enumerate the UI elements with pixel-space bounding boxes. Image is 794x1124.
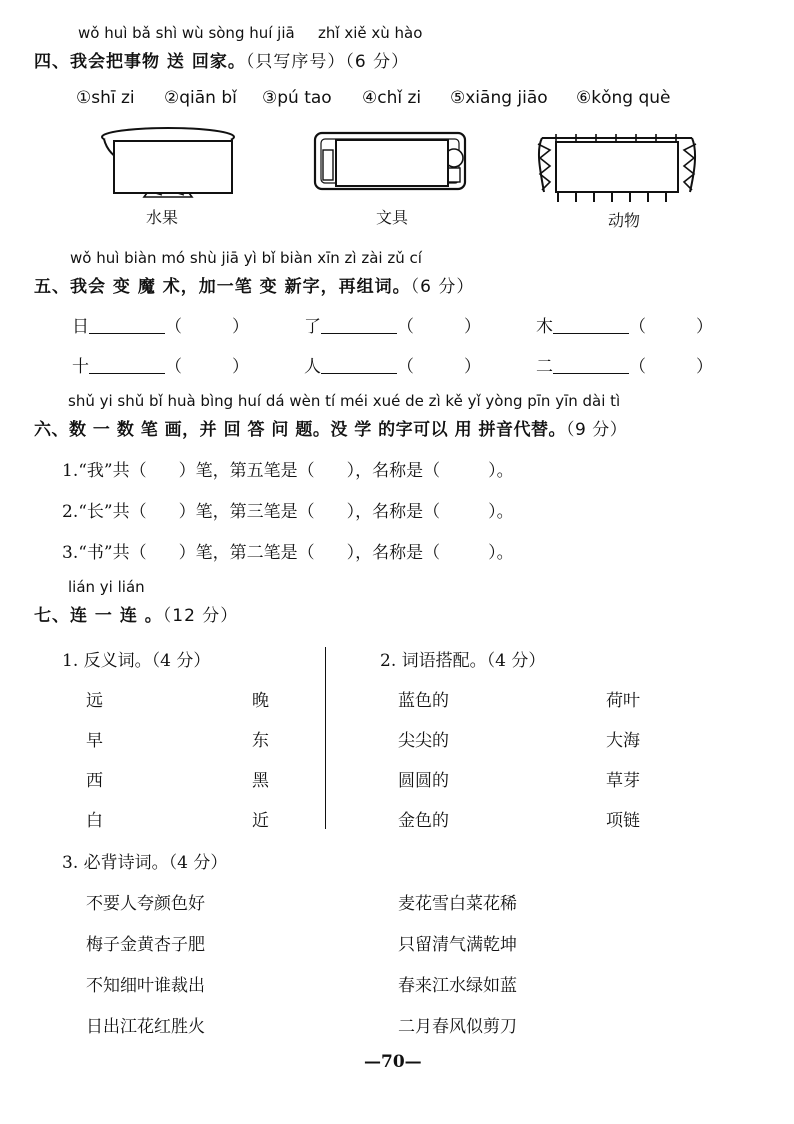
collocation-right[interactable]: 项链 (606, 811, 640, 831)
section4-heading (34, 47, 409, 72)
section7-title: 七、连 一 连 。 (34, 606, 163, 626)
section5-char: 十 (72, 357, 89, 377)
antonym-left[interactable]: 早 (86, 731, 103, 751)
section5-pinyin: wǒ huì biàn mó shù jiā yì bǐ biàn xīn zì zài zǔ cí (70, 249, 422, 267)
section4-pinyin-b: zhǐ xiě xù hào (318, 24, 423, 42)
question-text: ）。 (488, 502, 514, 522)
collocation-left[interactable]: 金色的 (398, 811, 449, 831)
answer-blank[interactable] (321, 317, 397, 334)
answer-blank[interactable] (89, 317, 165, 334)
antonym-right[interactable]: 东 (252, 731, 269, 751)
column-divider (325, 647, 326, 829)
section5-item-ri: 日 （ ） (72, 317, 249, 337)
answer-blank[interactable] (89, 357, 165, 374)
section7-heading (34, 601, 238, 626)
section4-title: 四、我会把事物 送 回家。 (34, 52, 246, 72)
section5-item-shi: 十 （ ） (72, 357, 249, 377)
question-number: 3. (62, 543, 79, 563)
collocation-left[interactable]: 蓝色的 (398, 691, 449, 711)
collocation-right[interactable]: 草芽 (606, 771, 640, 791)
question-char: “长” (78, 502, 113, 522)
section4-option-6: ⑥kǒng què (576, 88, 671, 108)
section4-option-3: ③pú tao (262, 88, 332, 108)
section6-title: 六、数 一 数 笔 画，并 回 答 问 题。没 学 的字可以 用 拼音代替。 (34, 420, 567, 440)
antonym-left[interactable]: 白 (86, 811, 103, 831)
section5-item-er: 二 （ ） (536, 357, 713, 377)
poem-right[interactable]: 春来江水绿如蓝 (398, 976, 517, 996)
section4-option-1: ①shī zi (76, 88, 135, 108)
page-number: —70— (364, 1052, 422, 1072)
answer-blank[interactable] (553, 317, 629, 334)
container-label-fruit: 水果 (146, 208, 179, 227)
poem-left[interactable]: 日出江花红胜火 (86, 1017, 205, 1037)
section6-question-1: 1.“我”共（ ）笔，第五笔是（ ），名称是（ ）。 (62, 461, 514, 481)
antonym-right[interactable]: 近 (252, 811, 269, 831)
question-char: “书” (78, 543, 113, 563)
poem-right[interactable]: 二月春风似剪刀 (398, 1017, 517, 1037)
question-text: 笔，第二笔是（ (195, 543, 315, 563)
section4-pinyin-a: wǒ huì bǎ shì wù sòng huí jiā (78, 24, 295, 42)
answer-blank[interactable] (321, 357, 397, 374)
section5-item-mu: 木 （ ） (536, 317, 713, 337)
poem-right[interactable]: 只留清气满乾坤 (398, 935, 517, 955)
question-text: ），名称是（ (346, 461, 441, 481)
section6-question-2: 2.“长”共（ ）笔，第三笔是（ ），名称是（ ）。 (62, 502, 514, 522)
question-number: 1. (62, 461, 79, 481)
question-text: ）。 (488, 461, 514, 481)
question-text: 笔，第三笔是（ (195, 502, 315, 522)
question-number: 2. (62, 502, 79, 522)
pencil-case-icon (312, 130, 470, 194)
section5-char: 木 (536, 317, 553, 337)
antonym-right[interactable]: 黑 (252, 771, 269, 791)
section4-option-2: ②qiān bǐ (164, 88, 237, 108)
answer-blank[interactable] (553, 357, 629, 374)
container-label-stationery: 文具 (376, 208, 409, 227)
section5-char: 人 (304, 357, 321, 377)
question-char: “我” (78, 461, 113, 481)
animal-cage-icon (536, 130, 700, 206)
poem-left[interactable]: 不要人夸颜色好 (86, 894, 205, 914)
part1-title: 1. 反义词。（4 分） (62, 651, 211, 671)
question-text: ）。 (488, 543, 514, 563)
question-text: 笔，第五笔是（ (195, 461, 315, 481)
poem-right[interactable]: 麦花雪白菜花稀 (398, 894, 517, 914)
fruit-bowl-icon (100, 125, 240, 203)
question-text: ），名称是（ (346, 543, 441, 563)
section4-note: （只写序号）（6 分） (245, 52, 410, 72)
section5-heading (34, 272, 474, 297)
section6-note: （9 分） (566, 420, 628, 440)
section5-char: 日 (72, 317, 89, 337)
section4-option-4: ④chǐ zi (362, 88, 422, 108)
section6-question-3: 3.“书”共（ ）笔，第二笔是（ ），名称是（ ）。 (62, 543, 514, 563)
section4-option-5: ⑤xiāng jiāo (450, 88, 548, 108)
section6-pinyin: shǔ yi shǔ bǐ huà bìng huí dá wèn tí méi xué de zì kě yǐ yòng pīn yīn dài tì (68, 392, 621, 410)
collocation-left[interactable]: 尖尖的 (398, 731, 449, 751)
section5-char: 了 (304, 317, 321, 337)
part2-title: 2. 词语搭配。（4 分） (380, 651, 546, 671)
section6-heading (34, 415, 627, 440)
question-text: ），名称是（ (346, 502, 441, 522)
section5-title: 五、我会 变 魔 术，加一笔 变 新字，再组词。 (34, 277, 411, 297)
collocation-right[interactable]: 大海 (606, 731, 640, 751)
collocation-right[interactable]: 荷叶 (606, 691, 640, 711)
antonym-left[interactable]: 西 (86, 771, 103, 791)
section5-item-le: 了 （ ） (304, 317, 481, 337)
collocation-left[interactable]: 圆圆的 (398, 771, 449, 791)
section5-item-ren: 人 （ ） (304, 357, 481, 377)
antonym-right[interactable]: 晚 (252, 691, 269, 711)
poem-left[interactable]: 不知细叶谁裁出 (86, 976, 205, 996)
container-label-animals: 动物 (608, 211, 641, 230)
poem-left[interactable]: 梅子金黄杏子肥 (86, 935, 205, 955)
antonym-left[interactable]: 远 (86, 691, 103, 711)
section7-note: （12 分） (162, 606, 239, 626)
question-text: 共（ (112, 461, 147, 481)
section5-note: （6 分） (410, 277, 475, 297)
question-text: 共（ (112, 502, 147, 522)
section5-char: 二 (536, 357, 553, 377)
section7-pinyin: lián yi lián (68, 578, 145, 596)
question-text: 共（ (112, 543, 147, 563)
part3-title: 3. 必背诗词。（4 分） (62, 853, 228, 873)
